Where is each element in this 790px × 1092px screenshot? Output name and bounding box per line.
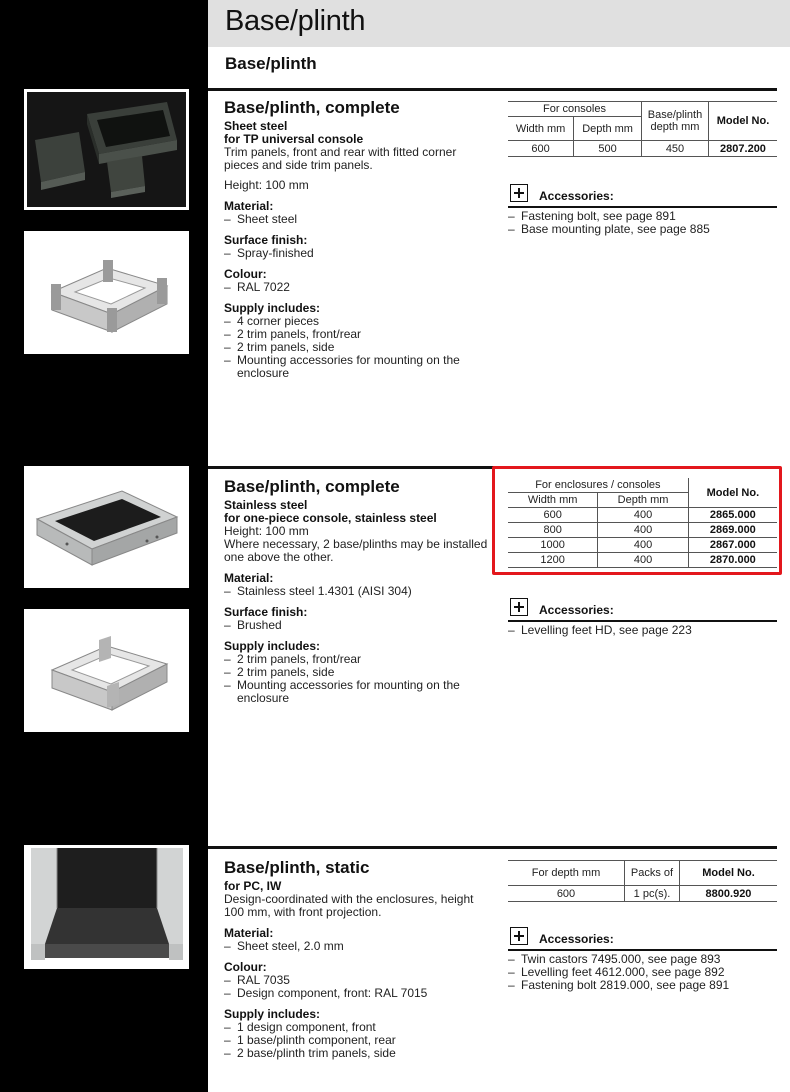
accessory-item: – Levelling feet 4612.000, see page 892: [508, 966, 777, 979]
list-item: – 2 trim panels, front/rear: [224, 653, 494, 666]
table-cell: 1 pc(s).: [625, 886, 680, 902]
table-cell: 450: [642, 141, 709, 157]
accessory-item: – Fastening bolt, see page 891: [508, 210, 777, 223]
product-1-subtitle: Sheet steel: [224, 119, 288, 133]
product-1-spec-table: [508, 101, 777, 157]
list-item: – Design component, front: RAL 7015: [224, 987, 494, 1000]
product-photo-plinth-dark: [24, 89, 189, 210]
table-cell: 600: [508, 886, 625, 902]
finish-label: Surface finish:: [224, 605, 308, 619]
page-header: [208, 0, 790, 47]
accessory-item: – Base mounting plate, see page 885: [508, 223, 777, 236]
model-number: 2865.000: [688, 508, 777, 523]
product-3-title: Base/plinth, static: [224, 858, 370, 877]
list-item: – Spray-finished: [224, 247, 494, 260]
supply-label: Supply includes:: [224, 301, 321, 315]
accessory-item: – Fastening bolt 2819.000, see page 891: [508, 979, 777, 992]
table-model-header: Model No.: [709, 102, 778, 141]
model-number: 2807.200: [709, 141, 778, 157]
list-item: – 2 trim panels, front/rear: [224, 328, 494, 341]
product-3-accessories: [508, 927, 777, 992]
table-group-header: For enclosures / consoles: [508, 478, 688, 493]
product-drawing-plinth: [24, 231, 189, 354]
product-2-subtitle: Stainless steel: [224, 498, 308, 512]
model-number: 2870.000: [688, 553, 777, 568]
product-2-desc: Where necessary, 2 base/plinths may be installed one above the other.: [224, 537, 488, 564]
accessory-item: – Twin castors 7495.000, see page 893: [508, 953, 777, 966]
page-subtitle: Base/plinth: [225, 54, 317, 73]
product-photo-static-plinth: [24, 845, 189, 969]
section-rule: [208, 88, 777, 91]
product-1-desc: Trim panels, front and rear with fitted corner pieces and side trim panels.: [224, 145, 457, 172]
table-model-header: Model No.: [680, 861, 778, 886]
colour-label: Colour:: [224, 267, 267, 281]
plus-icon: [510, 184, 528, 202]
table-col-header: Width mm: [508, 493, 598, 508]
product-3-subtitle: for PC, IW: [224, 879, 282, 893]
list-item: – 2 trim panels, side: [224, 666, 494, 679]
list-item: – 2 base/plinth trim panels, side: [224, 1047, 494, 1060]
product-1-subtitle-2: for TP universal console: [224, 132, 364, 146]
product-2-description: [224, 477, 494, 705]
list-item: – Mounting accessories for mounting on the enclosure: [224, 679, 494, 705]
table-cell: 1200: [508, 553, 598, 568]
material-label: Material:: [224, 571, 274, 585]
accessory-item: – Levelling feet HD, see page 223: [508, 624, 777, 637]
model-number: 8800.920: [680, 886, 778, 902]
product-3-spec-table: [508, 860, 777, 902]
accessories-label: Accessories:: [539, 189, 614, 203]
table-col-header: Depth mm: [574, 117, 642, 141]
table-cell: 500: [574, 141, 642, 157]
material-label: Material:: [224, 926, 274, 940]
table-cell: 400: [598, 553, 688, 568]
list-item: – 4 corner pieces: [224, 315, 494, 328]
table-model-header: Model No.: [688, 478, 777, 508]
table-row: [508, 141, 777, 157]
table-col-header: For depth mm: [508, 861, 625, 886]
selection-highlight: [492, 466, 782, 575]
table-group-header: For consoles: [508, 102, 642, 117]
model-number: 2867.000: [688, 538, 777, 553]
table-cell: 800: [508, 523, 598, 538]
accessories-label: Accessories:: [539, 603, 614, 617]
material-label: Material:: [224, 199, 274, 213]
list-item: – Mounting accessories for mounting on the enclosure: [224, 354, 494, 380]
product-2-title: Base/plinth, complete: [224, 477, 400, 496]
page-title: Base/plinth: [225, 5, 366, 37]
table-cell: 600: [508, 508, 598, 523]
list-item: – RAL 7022: [224, 281, 494, 294]
list-item: – Stainless steel 1.4301 (AISI 304): [224, 585, 494, 598]
product-3-description: [224, 858, 494, 1060]
product-2-accessories: [508, 598, 777, 637]
list-item: – Brushed: [224, 619, 494, 632]
product-1-accessories: [508, 184, 777, 236]
table-cell: 400: [598, 523, 688, 538]
plus-icon: [510, 598, 528, 616]
colour-label: Colour:: [224, 960, 267, 974]
table-row: [508, 886, 777, 902]
accessories-label: Accessories:: [539, 932, 614, 946]
list-item: – Sheet steel, 2.0 mm: [224, 940, 494, 953]
supply-label: Supply includes:: [224, 1007, 321, 1021]
product-1-title: Base/plinth, complete: [224, 98, 400, 117]
product-3-desc: Design-coordinated with the enclosures, height 100 mm, with front projection.: [224, 892, 474, 919]
table-col-header: Base/plinth depth mm: [642, 102, 709, 141]
table-cell: 400: [598, 508, 688, 523]
table-cell: 1000: [508, 538, 598, 553]
product-photo-stainless-plinth: [24, 466, 189, 588]
product-2-height: Height: 100 mm: [224, 524, 309, 538]
product-1-height: Height: 100 mm: [224, 178, 309, 192]
section-rule: [208, 846, 777, 849]
list-item: – Sheet steel: [224, 213, 494, 226]
table-cell: 400: [598, 538, 688, 553]
table-col-header: Packs of: [625, 861, 680, 886]
product-drawing-plinth-2: [24, 609, 189, 732]
list-item: – 2 trim panels, side: [224, 341, 494, 354]
supply-label: Supply includes:: [224, 639, 321, 653]
product-2-subtitle-2: for one-piece console, stainless steel: [224, 511, 437, 525]
product-1-description: [224, 98, 494, 380]
plus-icon: [510, 927, 528, 945]
list-item: – RAL 7035: [224, 974, 494, 987]
model-number: 2869.000: [688, 523, 777, 538]
table-col-header: Width mm: [508, 117, 574, 141]
list-item: – 1 base/plinth component, rear: [224, 1034, 494, 1047]
table-col-header: Depth mm: [598, 493, 688, 508]
list-item: – 1 design component, front: [224, 1021, 494, 1034]
finish-label: Surface finish:: [224, 233, 308, 247]
table-cell: 600: [508, 141, 574, 157]
